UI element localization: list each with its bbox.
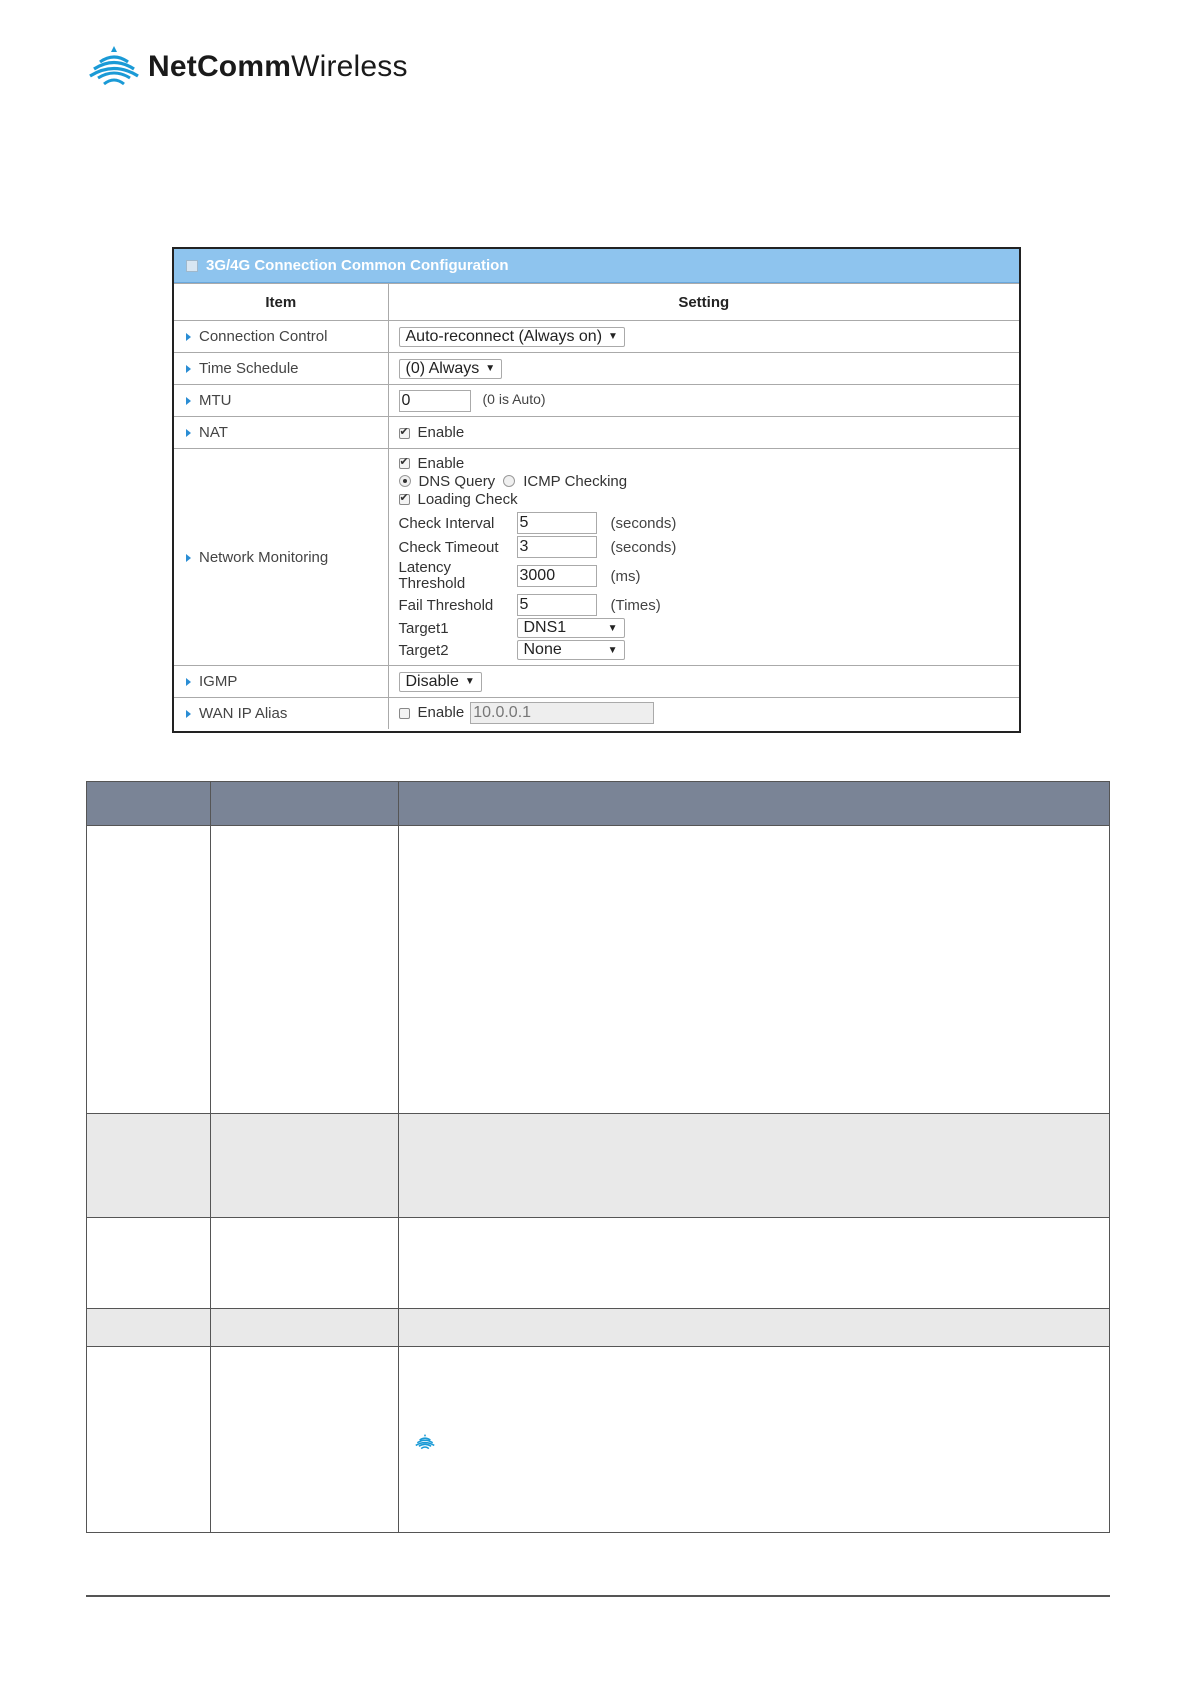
nm-enable-label: Enable <box>417 454 465 472</box>
latency-threshold-input[interactable]: 3000 <box>517 565 597 587</box>
row-label-time-schedule <box>174 353 388 385</box>
item-header: Item <box>174 284 388 321</box>
time-schedule-value: (0) Always <box>405 359 480 377</box>
nm-enable-checkbox[interactable] <box>399 458 410 469</box>
config-table <box>174 283 1019 729</box>
nm-method-row <box>399 472 1020 490</box>
wifi-tower-icon <box>88 44 140 90</box>
footer-divider <box>86 1595 1110 1597</box>
arrow-icon <box>186 397 191 405</box>
panel-title-bar <box>174 249 1019 283</box>
caret-down-icon: ▼ <box>607 644 618 656</box>
row-label-igmp <box>174 666 388 698</box>
connection-control-value: Auto-reconnect (Always on) <box>405 327 603 345</box>
nat-label: NAT <box>199 424 228 441</box>
nm-params-grid <box>399 512 1020 660</box>
nat-enable-label: Enable <box>417 424 465 441</box>
fail-threshold-input[interactable]: 5 <box>517 594 597 616</box>
row-label-nat <box>174 417 388 449</box>
wifi-note-icon <box>415 1433 435 1451</box>
loading-check-label: Loading Check <box>417 490 518 508</box>
netcomm-logo <box>88 44 408 90</box>
nm-enable-row <box>399 454 1020 472</box>
description-table-header <box>87 782 1110 826</box>
arrow-icon <box>186 678 191 686</box>
panel-title: 3G/4G Connection Common Configuration <box>206 257 509 274</box>
dns-query-radio[interactable] <box>399 475 411 487</box>
row-label-mtu <box>174 385 388 417</box>
time-schedule-label: Time Schedule <box>199 360 299 377</box>
arrow-icon <box>186 710 191 718</box>
latency-threshold-label <box>399 560 517 592</box>
caret-down-icon: ▼ <box>607 622 618 634</box>
latency-label-line2: Threshold <box>398 575 466 592</box>
table-row <box>87 1114 1110 1218</box>
setting-header: Setting <box>388 284 1019 321</box>
network-monitoring-label: Network Monitoring <box>199 548 329 566</box>
latency-threshold-unit: (ms) <box>610 567 641 585</box>
check-timeout-label: Check Timeout <box>398 538 499 556</box>
header-cell-3 <box>399 782 1110 826</box>
target2-value: None <box>523 641 562 658</box>
check-timeout-input[interactable]: 3 <box>517 536 597 558</box>
igmp-value: Disable <box>405 672 459 690</box>
igmp-select[interactable] <box>399 672 482 692</box>
mtu-input[interactable]: 0 <box>399 390 471 412</box>
check-interval-input[interactable]: 5 <box>517 512 597 534</box>
arrow-icon <box>186 333 191 341</box>
connection-control-select[interactable] <box>399 327 625 347</box>
check-timeout-unit: (seconds) <box>610 538 677 556</box>
wan-ip-alias-input[interactable]: 10.0.0.1 <box>470 702 654 724</box>
arrow-icon <box>186 365 191 373</box>
target1-value: DNS1 <box>523 619 567 636</box>
dns-query-label: DNS Query <box>418 472 496 490</box>
config-panel <box>172 247 1021 733</box>
row-label-network-monitoring <box>174 449 388 666</box>
header-cell-2 <box>211 782 399 826</box>
target1-select[interactable] <box>517 618 625 638</box>
icmp-checking-radio[interactable] <box>503 475 515 487</box>
fail-threshold-label: Fail Threshold <box>398 596 494 614</box>
table-row <box>87 1309 1110 1347</box>
caret-down-icon: ▼ <box>464 676 475 687</box>
description-table <box>86 781 1110 1533</box>
arrow-icon <box>186 554 191 562</box>
table-row <box>87 1347 1110 1533</box>
check-interval-label: Check Interval <box>398 514 495 532</box>
mtu-label: MTU <box>199 392 232 409</box>
check-interval-unit: (seconds) <box>610 514 677 532</box>
brand-name <box>148 50 408 84</box>
nm-loading-row <box>399 490 1020 508</box>
panel-square-icon <box>186 260 198 272</box>
mtu-hint: (0 is Auto) <box>482 391 546 408</box>
time-schedule-select[interactable] <box>399 359 503 379</box>
nat-checkbox[interactable] <box>399 428 410 439</box>
caret-down-icon: ▼ <box>608 331 618 342</box>
loading-check-checkbox[interactable] <box>399 494 410 505</box>
connection-control-label: Connection Control <box>199 328 328 345</box>
brand-bold: NetComm <box>148 50 292 83</box>
wan-ip-alias-checkbox[interactable] <box>399 708 410 719</box>
arrow-icon <box>186 429 191 437</box>
brand-light: Wireless <box>291 50 408 83</box>
caret-down-icon: ▼ <box>485 363 496 374</box>
fail-threshold-unit: (Times) <box>610 596 661 614</box>
icmp-checking-label: ICMP Checking <box>523 472 628 490</box>
target1-label: Target1 <box>398 619 449 637</box>
row-label-wan-ip-alias <box>174 698 388 729</box>
latency-label-line1: Latency <box>398 559 452 576</box>
header-cell-1 <box>87 782 211 826</box>
target2-label: Target2 <box>398 641 449 659</box>
table-row <box>87 826 1110 1114</box>
igmp-label: IGMP <box>199 673 238 690</box>
wan-ip-alias-label: WAN IP Alias <box>199 704 288 722</box>
row-label-connection-control <box>174 321 388 353</box>
table-row <box>87 1218 1110 1309</box>
target2-select[interactable] <box>517 640 625 660</box>
wan-ip-alias-enable-label: Enable <box>417 704 465 722</box>
